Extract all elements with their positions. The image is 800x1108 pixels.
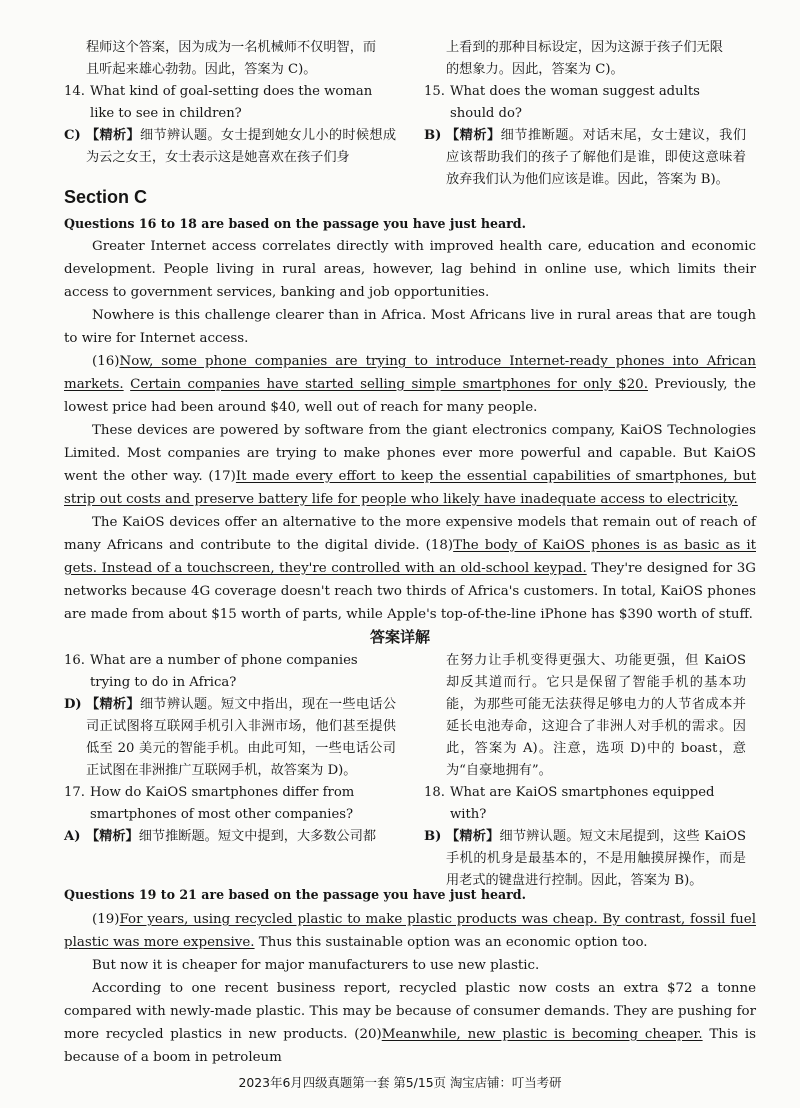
question-text: What are a number of phone companies trying to do in Africa? (90, 653, 358, 690)
key-sentence: The body of KaiOS phones is as basic as it gets. Instead of a touchscreen, they're controlled with an old-school keypad. (64, 538, 756, 576)
answer-explanation (86, 694, 396, 782)
key-sentence: Meanwhile, new plastic is becoming cheaper. (381, 1027, 703, 1042)
answers-right-column (424, 650, 746, 892)
question-marker: (19) (92, 912, 120, 927)
page-footer: 2023年6月四级真题第一套 第5/15页 淘宝店铺：叮当考研 (238, 1075, 562, 1090)
answer-18 (424, 826, 746, 892)
analysis-tag: 【精析】 (86, 128, 140, 143)
answers-section-title: 答案详解 (369, 628, 430, 646)
passage-text: According to one recent business report, recycled plastic now costs an extra $72 a tonne compared with newly-made plastic. This may be because of consumer demands. They are pushing for more recycled plastics in new products. (64, 981, 756, 1042)
key-sentence: Now, some phone companies are trying to introduce Internet-ready phones into African markets. (64, 354, 756, 392)
analysis-tag: 【精析】 (446, 128, 501, 143)
question-15 (424, 81, 746, 125)
question-marker: (16) (92, 354, 120, 369)
question-16 (64, 650, 396, 694)
continued-text-line: 且听起来雄心勃勃。因此，答案为 C)。 (86, 62, 317, 77)
passage-19-21 (64, 908, 756, 1069)
questions-header: Questions 19 to 21 are based on the passage you have just heard. (64, 887, 527, 902)
passage-text: Thus this sustainable option was an economic option too. (254, 935, 648, 950)
passage-text: These devices are powered by software from the giant electronics company, KaiOS Technologies Limited. Most companies are trying to make phones ever more powerful and capable. But KaiOS went the other way. (64, 423, 756, 484)
answer-explanation (446, 125, 746, 191)
section-title: Section C (64, 187, 148, 207)
top-left-column (64, 37, 396, 169)
analysis-text: 细节辨认题。短文中指出，现在一些电话公司正试图将互联网手机引入非洲市场，他们甚至提供低至 20 美元的智能手机。由此可知，一些电话公司正试图在非洲推广互联网手机，故答案为 D)。 (86, 697, 397, 778)
answer-letter: D) (64, 697, 82, 712)
answer-letter: A) (64, 829, 81, 844)
analysis-tag: 【精析】 (446, 829, 500, 844)
answer-explanation (86, 125, 396, 169)
key-sentence: Certain companies have started selling simple smartphones for only $20. (130, 377, 648, 392)
analysis-text: 细节辨认题。短文末尾提到，这些 KaiOS 手机的机身是最基本的，不是用触摸屏操作，而是用老式的键盘进行控制。因此，答案为 B)。 (446, 829, 747, 888)
analysis-tag: 【精析】 (86, 829, 139, 844)
passage-paragraph (64, 977, 756, 1069)
analysis-text: 细节推断题。对话末尾，女士建议，我们应该帮助我们的孩子了解他们是谁，即使这意味着放弃我们认为他们应该是谁。因此，答案为 B)。 (446, 128, 747, 187)
question-text: What kind of goal-setting does the woman like to see in children? (90, 84, 373, 121)
passage-text: The KaiOS devices offer an alternative to the more expensive models that remain out of reach of many Africans and contribute to the digital divide. (64, 515, 756, 553)
question-17 (64, 782, 396, 826)
answer-letter: B) (424, 128, 442, 143)
question-marker: (20) (354, 1027, 382, 1042)
question-text: What are KaiOS smartphones equipped with? (450, 785, 715, 822)
passage-text: This is because of a boom in petroleum (64, 1027, 756, 1065)
answer-17 (64, 826, 396, 848)
passage-paragraph (64, 511, 756, 626)
answer-16 (64, 694, 396, 782)
analysis-text: 细节推断题。短文中提到，大多数公司都 (138, 829, 377, 844)
answer-letter: C) (64, 128, 81, 143)
question-number: 18. (424, 785, 445, 800)
analysis-text: 细节辨认题。女士提到她女儿小的时候想成为云之女王，女士表示这是她喜欢在孩子们身 (86, 128, 397, 165)
question-18 (424, 782, 746, 826)
passage-paragraph (64, 419, 756, 511)
answer-letter: B) (424, 829, 442, 844)
question-number: 17. (64, 785, 85, 800)
analysis-continued: 在努力让手机变得更强大、功能更强，但 KaiOS 却反其道而行。它只是保留了智能手机的基本功能，为那些可能无法获得足够电力的人节省成本并延长电池寿命，这迎合了非洲人对手机的需求。因此，答案为 A)。注意，选项 D)中的 boast，意为“自豪地拥有”。 (446, 653, 746, 778)
top-right-column (424, 37, 746, 191)
question-text: What does the woman suggest adults should do? (450, 84, 700, 121)
answers-left-column (64, 650, 396, 848)
answer-explanation (86, 826, 396, 848)
continued-text-line: 程师这个答案，因为成为一名机械师不仅明智，而 (86, 40, 377, 55)
passage-text: They're designed for 3G networks because 4G coverage doesn't reach two thirds of Africa's customers. In total, KaiOS phones are made from about $15 worth of parts, while Apple's top-of-the-line iPhone has $390 worth of stuff. (64, 561, 756, 622)
question-number: 16. (64, 653, 85, 668)
key-sentence: For years, using recycled plastic to make plastic products was cheap. By contrast, fossil fuel plastic was more expensive. (64, 912, 756, 950)
analysis-tag: 【精析】 (86, 697, 140, 712)
question-marker: (17) (208, 469, 236, 484)
question-text: How do KaiOS smartphones differ from smartphones of most other companies? (90, 785, 355, 822)
passage-paragraph: Nowhere is this challenge clearer than in Africa. Most Africans live in rural areas that are tough to wire for Internet access. (64, 308, 756, 346)
question-number: 14. (64, 84, 85, 99)
question-number: 15. (424, 84, 445, 99)
question-marker: (18) (425, 538, 454, 553)
passage-16-18 (64, 235, 756, 626)
continued-text-line: 的想象力。因此，答案为 C)。 (446, 62, 624, 77)
questions-header: Questions 16 to 18 are based on the passage you have just heard. (64, 216, 527, 231)
key-sentence: It made every effort to keep the essential capabilities of smartphones, but strip out costs and preserve battery life for people who likely have inadequate access to electricity. (64, 469, 756, 507)
passage-paragraph: Greater Internet access correlates directly with improved health care, education and economic development. People living in rural areas, however, lag behind in online use, which limits their access to government services, banking and job opportunities. (64, 239, 756, 300)
passage-paragraph: But now it is cheaper for major manufacturers to use new plastic. (92, 958, 540, 973)
answer-15 (424, 125, 746, 191)
passage-paragraph (64, 908, 756, 954)
passage-paragraph (64, 350, 756, 419)
continued-text-line: 上看到的那种目标设定，因为这源于孩子们无限 (446, 40, 723, 55)
passage-text: Previously, the lowest price had been around $40, well out of reach for many people. (64, 377, 756, 415)
answer-14 (64, 125, 396, 169)
answer-explanation (446, 826, 746, 892)
question-14 (64, 81, 396, 125)
